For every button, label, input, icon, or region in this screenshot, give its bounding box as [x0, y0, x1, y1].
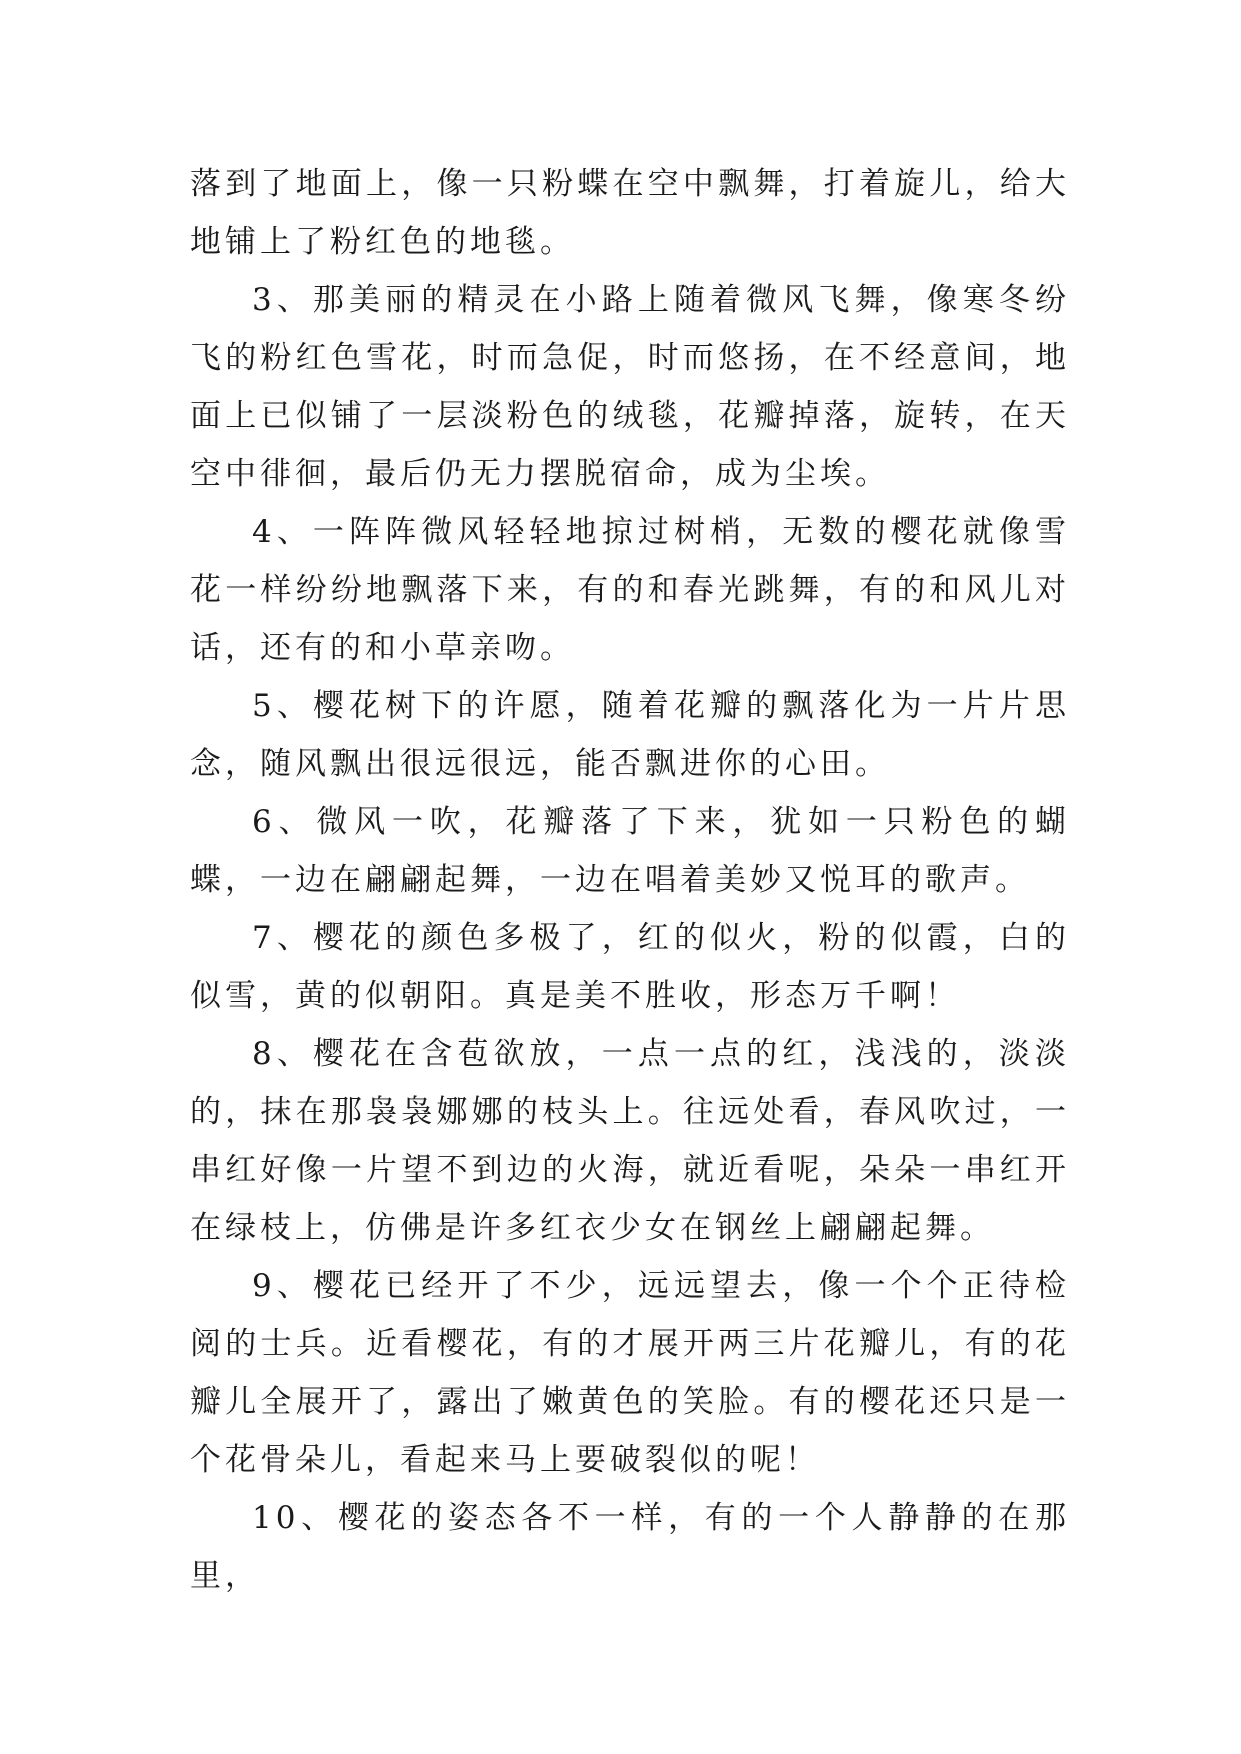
- paragraph-item-10: 10、樱花的姿态各不一样，有的一个人静静的在那里，: [190, 1500, 1070, 1594]
- paragraph-item-5: 5、樱花树下的许愿，随着花瓣的飘落化为一片片思念，随风飘出很远很远，能否飘进你的心田。: [190, 688, 1070, 782]
- paragraph-item-7: 7、樱花的颜色多极了，红的似火，粉的似霞，白的似雪，黄的似朝阳。真是美不胜收，形态万千啊！: [190, 920, 1070, 1014]
- paragraph-item-9: 9、樱花已经开了不少，远远望去，像一个个正待检阅的士兵。近看樱花，有的才展开两三片花瓣儿，有的花瓣儿全展开了，露出了嫩黄色的笑脸。有的樱花还只是一个花骨朵儿，看起来马上要破裂似的呢！: [190, 1268, 1070, 1478]
- paragraph-item-6: 6、微风一吹，花瓣落了下来，犹如一只粉色的蝴蝶，一边在翩翩起舞，一边在唱着美妙又悦耳的歌声。: [190, 804, 1070, 898]
- paragraph-item-8: 8、樱花在含苞欲放，一点一点的红，浅浅的，淡淡的，抹在那袅袅娜娜的枝头上。往远处看，春风吹过，一串红好像一片望不到边的火海，就近看呢，朵朵一串红开在绿枝上，仿佛是许多红衣少女在钢丝上翩翩起舞。: [190, 1036, 1070, 1246]
- document-body: [190, 155, 1070, 1605]
- paragraph-continuation: 落到了地面上，像一只粉蝶在空中飘舞，打着旋儿，给大地铺上了粉红色的地毯。: [190, 166, 1070, 260]
- paragraph-item-4: 4、一阵阵微风轻轻地掠过树梢，无数的樱花就像雪花一样纷纷地飘落下来，有的和春光跳舞，有的和风儿对话，还有的和小草亲吻。: [190, 514, 1070, 666]
- paragraph-item-3: 3、那美丽的精灵在小路上随着微风飞舞，像寒冬纷飞的粉红色雪花，时而急促，时而悠扬，在不经意间，地面上已似铺了一层淡粉色的绒毯，花瓣掉落，旋转，在天空中徘徊，最后仍无力摆脱宿命，成为尘埃。: [190, 282, 1070, 492]
